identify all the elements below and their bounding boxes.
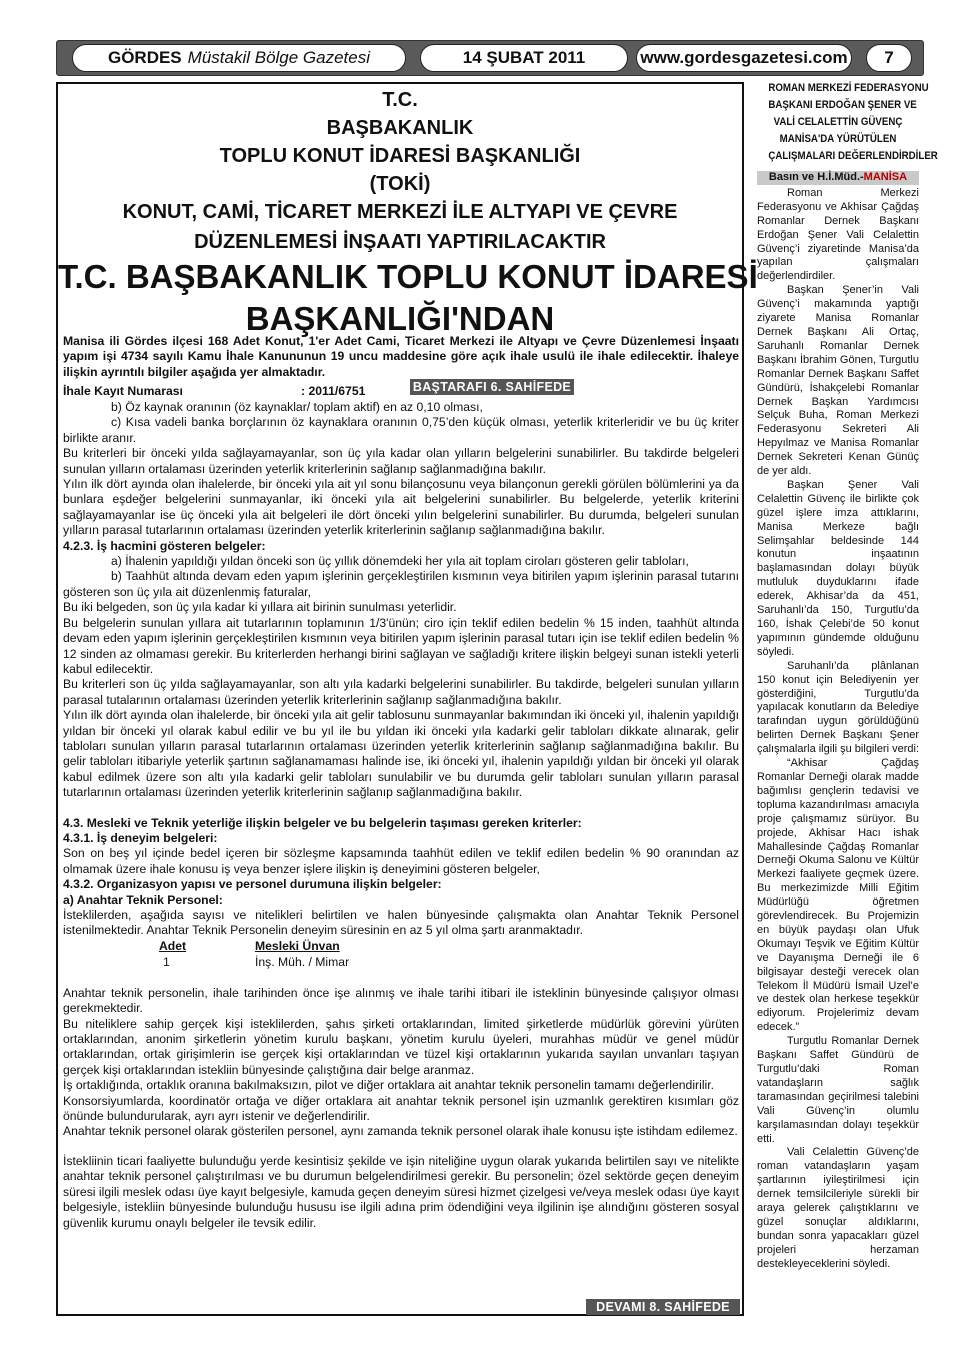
registration-number: : 2011/6751	[301, 384, 366, 398]
article-paragraph: Başkan Şener’in Vali Güvenç’i makamında yaptığı ziyarete Manisa Romanlar Dernek Başkanı Ali Ortaç, Saruhanlı Romanlar Dernek Başkanı İbrahim Gönen, Turgutlu Romanlar Dernek Başkanı Saffet Gündürü, İshakçelebi Romanlar Dernek Başkan Yardımcısı Selçuk Buha, Roman Merkezi Federasyonu Sekreteri Ali Hepyılmaz ve Manisa Romanlar Dernek Sekreteri Kenan Günüç de yer aldı.	[757, 284, 919, 478]
paragraph: Yılın ilk dört ayında olan ihalelerde, bir önceki yıla ait yıl sonu bilançosunu veya bilançonun gerekli görülen bölümlerini ya da bunlara eşdeğer belgelerini sunmayanlar, iki önceki yıla ait belgelerini sunabilirler. Bu belgelerde, yeterlik kriterini sağlayamayanlar ise üç önceki yıla ait belgeleri ile dört önceki yılın belgelerini sunabilirler. Bu durumda, belgeleri sunulan yılların parasal tutarlarının ortalaması üzerinden yeterlik kriterlerinin sağlanıp sağlanmadığına bakılır.	[63, 477, 739, 538]
headline-line: VALİ CELALETTİN GÜVENÇ	[773, 116, 903, 128]
paragraph: Bu kriterleri bir önceki yılda sağlayamayanlar, son üç yıla kadar olan yılların belgelerini sunabilirler. Bu takdirde belgeleri sunulan yılların ortalaması üzerinden yeterlik kriterlerinin sağlanıp sağlanmadığına bakılır.	[63, 446, 739, 476]
title-line: T.C.	[382, 89, 418, 111]
table-cell-count: 1	[163, 954, 170, 969]
table-header-title: Mesleki Ünvan	[255, 938, 340, 953]
continued-to-tag: DEVAMI 8. SAHİFEDE	[586, 1299, 740, 1315]
personnel-table	[63, 939, 739, 971]
sidebar-headline	[757, 80, 938, 165]
issuer-line: BAŞKANLIĞI'NDAN	[245, 300, 555, 337]
article-paragraph: Başkan Şener Vali Celalettin Güvenç ile birlikte çok güzel işlere imza attıklarını, Manisa Merkeze bağlı Selimşahlar beldesinde 144 konutun inşaatının başlamasından dolayı büyük mutluluk duyduklarını ifade ederek, Akhisar’da da 451, Saruhanlı’da 150, Turgutlu’da 160, İshak Çelebi’de 50 konut yapımının gündemde olduğunu söyledi.	[757, 478, 919, 658]
paragraph: Bu iki belgeden, son üç yıla kadar ki yıllara ait birinin sunulması yeterlidir.	[63, 600, 457, 615]
headline-line: ROMAN MERKEZİ FEDERASYONU	[768, 82, 929, 94]
title-line: BAŞBAKANLIK	[326, 117, 474, 139]
paragraph: a) İhalenin yapıldığı yıldan önceki son üç yıllık dönemdeki her yıla ait toplam ciroları gösteren gelir tabloları,	[111, 554, 689, 569]
paragraph: Anahtar teknik personel olarak gösterilen personel, aynı zamanda teknik personel olarak ihale konusu işte istihdam edilemez.	[63, 1124, 738, 1139]
paragraph: Bu kriterleri son üç yılda sağlayamayanlar, son altı yıla kadarki belgelerini sunabilirler. Bu takdirde, belgeleri sunulan yılların parasal tutalarının ortalaması üzerinden yeterlik kriterlerinin sağlanıp sağlanmadığına bakılır.	[63, 677, 739, 707]
subject-line: DÜZENLEMESİ İNŞAATI YAPTIRILACAKTIR	[194, 231, 606, 253]
notice-body	[63, 400, 739, 1231]
headline-line: ÇALIŞMALARI DEĞERLENDİRDİLER	[768, 150, 938, 162]
paragraph: Bu belgelerin sunulan yıllara ait tutarlarının toplamının 1/3'ünün; cirо için teklif edilen bedelin % 15 inden, taahhüt altında devam eden yapım işlerinin gerçekleştirilen kısmının veya bitirilen yapım işlerinin parasal tutarı için ise teklif edilen bedelin % 12 sinden az olmaması gerekir. Bu kriterlerden herhangi birini sağlayan ve sağladığı kritere ilişkin belgeyi sunan istekli yeterli kabul edilecektir.	[63, 615, 739, 676]
table-cell-title: İnş. Müh. / Mimar	[255, 954, 350, 969]
page-number: 7	[884, 48, 894, 67]
notice-subject	[58, 197, 742, 257]
section-heading: 4.3. Mesleki ve Teknik yeterliğe ilişkin belgeler ve bu belgelerin taşıması gereken kriterler:	[63, 815, 582, 830]
paragraph: İş ortaklığında, ortaklık oranına bakılmaksızın, pilot ve diğer ortaklara ait anahtar teknik personelin tamamı değerlendirilir.	[63, 1078, 715, 1093]
article-paragraph: Roman Merkezi Federasyonu ve Akhisar Çağdaş Romanlar Dernek Başkanı Erdoğan Şener Vali Celalettin Güvenç’i ziyaretinde Manisa’da yapılan çalışmaları değerlendirdiler.	[757, 186, 919, 283]
issuer-line: T.C. BAŞBAKANLIK TOPLU KONUT İDARESİ	[58, 258, 758, 295]
article-paragraph: Vali Celalettin Güvenç’de roman vatandaşların yaşam şartlarının iyileştirilmesi için dernek temsilcileriyle sürekli bir araya gelerek çalıştıklarını ve güzel sonuçlar aldıklarını, bundan sonra yapacakları güzel projeleri herzaman desteklеyeceklerini söyledi.	[757, 1146, 919, 1270]
article-paragraph: “Akhisar Çağdaş Romanlar Derneği olarak madde bağımlısı gençlerin tedavisi ve topluma kazandırılması amacıyla proje çalışmamız sürüyor. Bu projede, Akhisar Hacı ishak Mahallesinde Çağdaş Romanlar Derneği Okuma Salonu ve Kültür Merkezi faaliyete geçmek üzere. Bu merkezimizde Milli Eğitim Müdürlüğü öğretmen görevlendirecek. Bu Projemizin en büyük paydaşı olan Ufuk Okumayı Teşvik ve Eğitim Kültür ve Dayanışma Derneği ile 6 bilgisayar desteği verecek olan Telekom İl Müdürü İsmail Uzel’e ve destek olan herkese teşekkür ediyorum. Projelerimiz devam edecek.”	[757, 757, 919, 1034]
headline-line: MANİSA'DA YÜRÜTÜLEN	[779, 133, 897, 145]
website-link[interactable]: www.gordesgazetesi.com	[640, 48, 848, 67]
notice-issuer	[58, 256, 758, 340]
paragraph: b) Taahhüt altında devam eden yapım işlerinin gerçekleştirilen kısmının veya bitirilen yapım işlerinin parasal tutarını gösteren son üç yıla ait düzenlenmiş faturalar,	[63, 569, 739, 599]
paragraph: Anahtar teknik personelin, ihale tarihinden önce işe alınmış ve ihale tarihi itibari ile isteklinin bünyesinde çalışıyor olması gerekmektedir.	[63, 985, 739, 1016]
website-pill[interactable]	[636, 44, 852, 72]
subject-line: KONUT, CAMİ, TİCARET MERKEZİ İLE ALTYAPI VE ÇEVRE	[122, 201, 678, 223]
continued-from-tag: BAŞTARAFI 6. SAHİFEDE	[410, 379, 574, 395]
title-line: TOPLU KONUT İDARESİ BAŞKANLIĞI	[219, 145, 581, 167]
paragraph: İsteklilerden, aşağıda sayısı ve nitelikleri belirtilen ve halen bünyesinde çalışmakta olan Anahtar Teknik Personel istenilmektedir. Anahtar Teknik Personelin deneyim süresinin en az 5 yıl olma şartı aranmaktadır.	[63, 908, 739, 938]
article-paragraph: Turgutlu Romanlar Dernek Başkanı Saffet Gündürü de Turgutlu’daki Roman vatandaşların sağlık taramasından geçirilmesi talebini Vali Güvenç’in olumlu karşılamasından dolayı teşekkür etti.	[757, 1035, 919, 1145]
section-heading: 4.3.2. Organizasyon yapısı ve personel durumuna ilişkin belgeler:	[63, 877, 442, 892]
paper-name-pill	[72, 44, 406, 72]
paragraph: Konsorsiyumlarda, koordinatör ortağa ve diğer ortaklara ait anahtar teknik personel işin uzmanlık gerektiren kısımları göz önünde bulundurularak, ayrı ayrı istenir ve değerlendirilir.	[63, 1093, 739, 1124]
registration-row	[63, 384, 739, 399]
title-line: (TOKİ)	[369, 173, 431, 195]
paragraph: Son on beş yıl içinde bedel içeren bir sözleşme kapsamında taahhüt edilen ve teklif edilen bedelin % 90 oranından az olmamak üzere ihale konusu iş veya benzer işlere ilişkin iş deneyimini gösteren belgeler,	[63, 846, 739, 876]
sidebar-article	[757, 80, 938, 1272]
section-heading: a) Anahtar Teknik Personel:	[63, 892, 223, 907]
issue-date: 14 ŞUBAT 2011	[462, 48, 586, 67]
notice-intro: Manisa ili Gördes ilçesi 168 Adet Konut, 1'er Adet Cami, Ticaret Merkezi ile Altyapı ve Çevre Düzenlemesi İnşaatı yapım işi 4734 sayılı Kamu İhale Kanununun 19 uncu maddesine göre açık ihale usulü ile ihale edilecektir. İhaleye ilişkin ayrıntılı bilgiler aşağıda yer almaktadır.	[63, 334, 739, 379]
paragraph: Yılın ilk dört ayında olan ihalelerde, bir önceki yıla ait gelir tablosunu sunmayanlar bakımından iki önceki yıl, ihalenin yapıldığı yıldan bir önceki yıl olarak kabul edilir ve bu yıl ile bu yıldan iki önceki yıla kadarki gelir tabloları dikkate alınarak, gelir tabloları sunulan yılların parasal tutarlarının ortalaması üzerinden yeterlik kriterlerinin sağlanıp sağlanmadığına bakılır. Bu gelir tabloları itibariyle yeterlik şartının sağlanamaması halinde ise, iki önceki yıl, ihalenin yapıldığı yıldan bir önceki yıl olarak kabul edilmek üzere son altı yıla kadarki gelir tabloları sunulabilir ve bu durumda gelir tabloları sunulan yılların parasal tutarlarının ortalaması üzerinden yeterlik kriterlerinin sağlanıp sağlanmadığına bakılır.	[63, 708, 739, 800]
paragraph: c) Kısa vadeli banka borçlarının öz kaynaklara oranının 0,75’den küçük olması, yeterlik kriterleridir ve bu üç kriter birlikte aranır.	[63, 415, 739, 445]
paper-name: GÖRDES	[107, 48, 182, 67]
paragraph: Bu niteliklere sahip gerçek kişi isteklilerden, şahıs şirketi ortaklarından, limited şirketlerde müdürlük görevini yürüten ortaklarından, anonim şirketlerin yönetim kurulu başkanı, yönetim kurulu üyeleri, murahhas müdür ve genel müdür ortaklarından, ortak girişimlerin ise gerçek kişi ortaklarından ve tüzel kişi ortaklarının yukarıda sayılan unvanları taşıyan gerçek kişi ortaklarından istekliin bünyesinde çalıştığına dair belge aranmaz.	[63, 1016, 739, 1077]
page-number-pill	[866, 44, 912, 72]
registration-label: İhale Kayıt Numarası	[63, 384, 183, 398]
headline-line: BAŞKANI ERDOĞAN ŞENER VE	[768, 99, 917, 111]
table-header-count: Adet	[159, 938, 187, 953]
section-heading: 4.3.1. İş deneyim belgeleri:	[63, 830, 218, 845]
byline-place: MANİSA	[863, 171, 908, 183]
article-paragraph: Saruhanlı’da plânlanan 150 konut için Belediyenin yer gösterdiğini, Turgutlu’da yapılacak konutların da Belediye tarafından uygun görüldüğünü belirten Dernek Başkanı Şener çalışmalarla ilgili şu bilgileri verdi:	[757, 659, 919, 756]
notice-title	[58, 86, 742, 198]
byline	[757, 171, 919, 185]
date-pill	[420, 44, 628, 72]
section-heading: 4.2.3. İş hacmini gösteren belgeler:	[63, 538, 266, 553]
paragraph: b) Öz kaynak oranının (öz kaynaklar/ toplam aktif) en az 0,10 olması,	[111, 400, 483, 414]
paragraph: İstekliinin ticari faaliyette bulunduğu yerde kesintisiz şekilde ve işin niteliğine uygun olarak yukarıda belirtilen sayı ve nitelikte anahtar teknik personel çalıştırılması ve bu durumun belgelendirilmesi gerekir. Bu personelin; özel sektörde geçen deneyim süresi ilgili meslek odası üye kayıt belgesiyle, kamuda geçen deneyim süresi hizmet çizelgesi ve/veya meslek odası üye kayıt belgesiyle, istekliin bünyesinde bulunduğu hususu ise ilgili adına prim ödendiğini veya ilgilinin işe alındığını gösteren sosyal güvenlik kurumu onaylı belgeler ile tevsik edilir.	[63, 1153, 739, 1230]
byline-source: Basın ve H.İ.Müd.-	[768, 171, 864, 183]
paper-subtitle: Müstakil Bölge Gazetesi	[187, 48, 371, 67]
